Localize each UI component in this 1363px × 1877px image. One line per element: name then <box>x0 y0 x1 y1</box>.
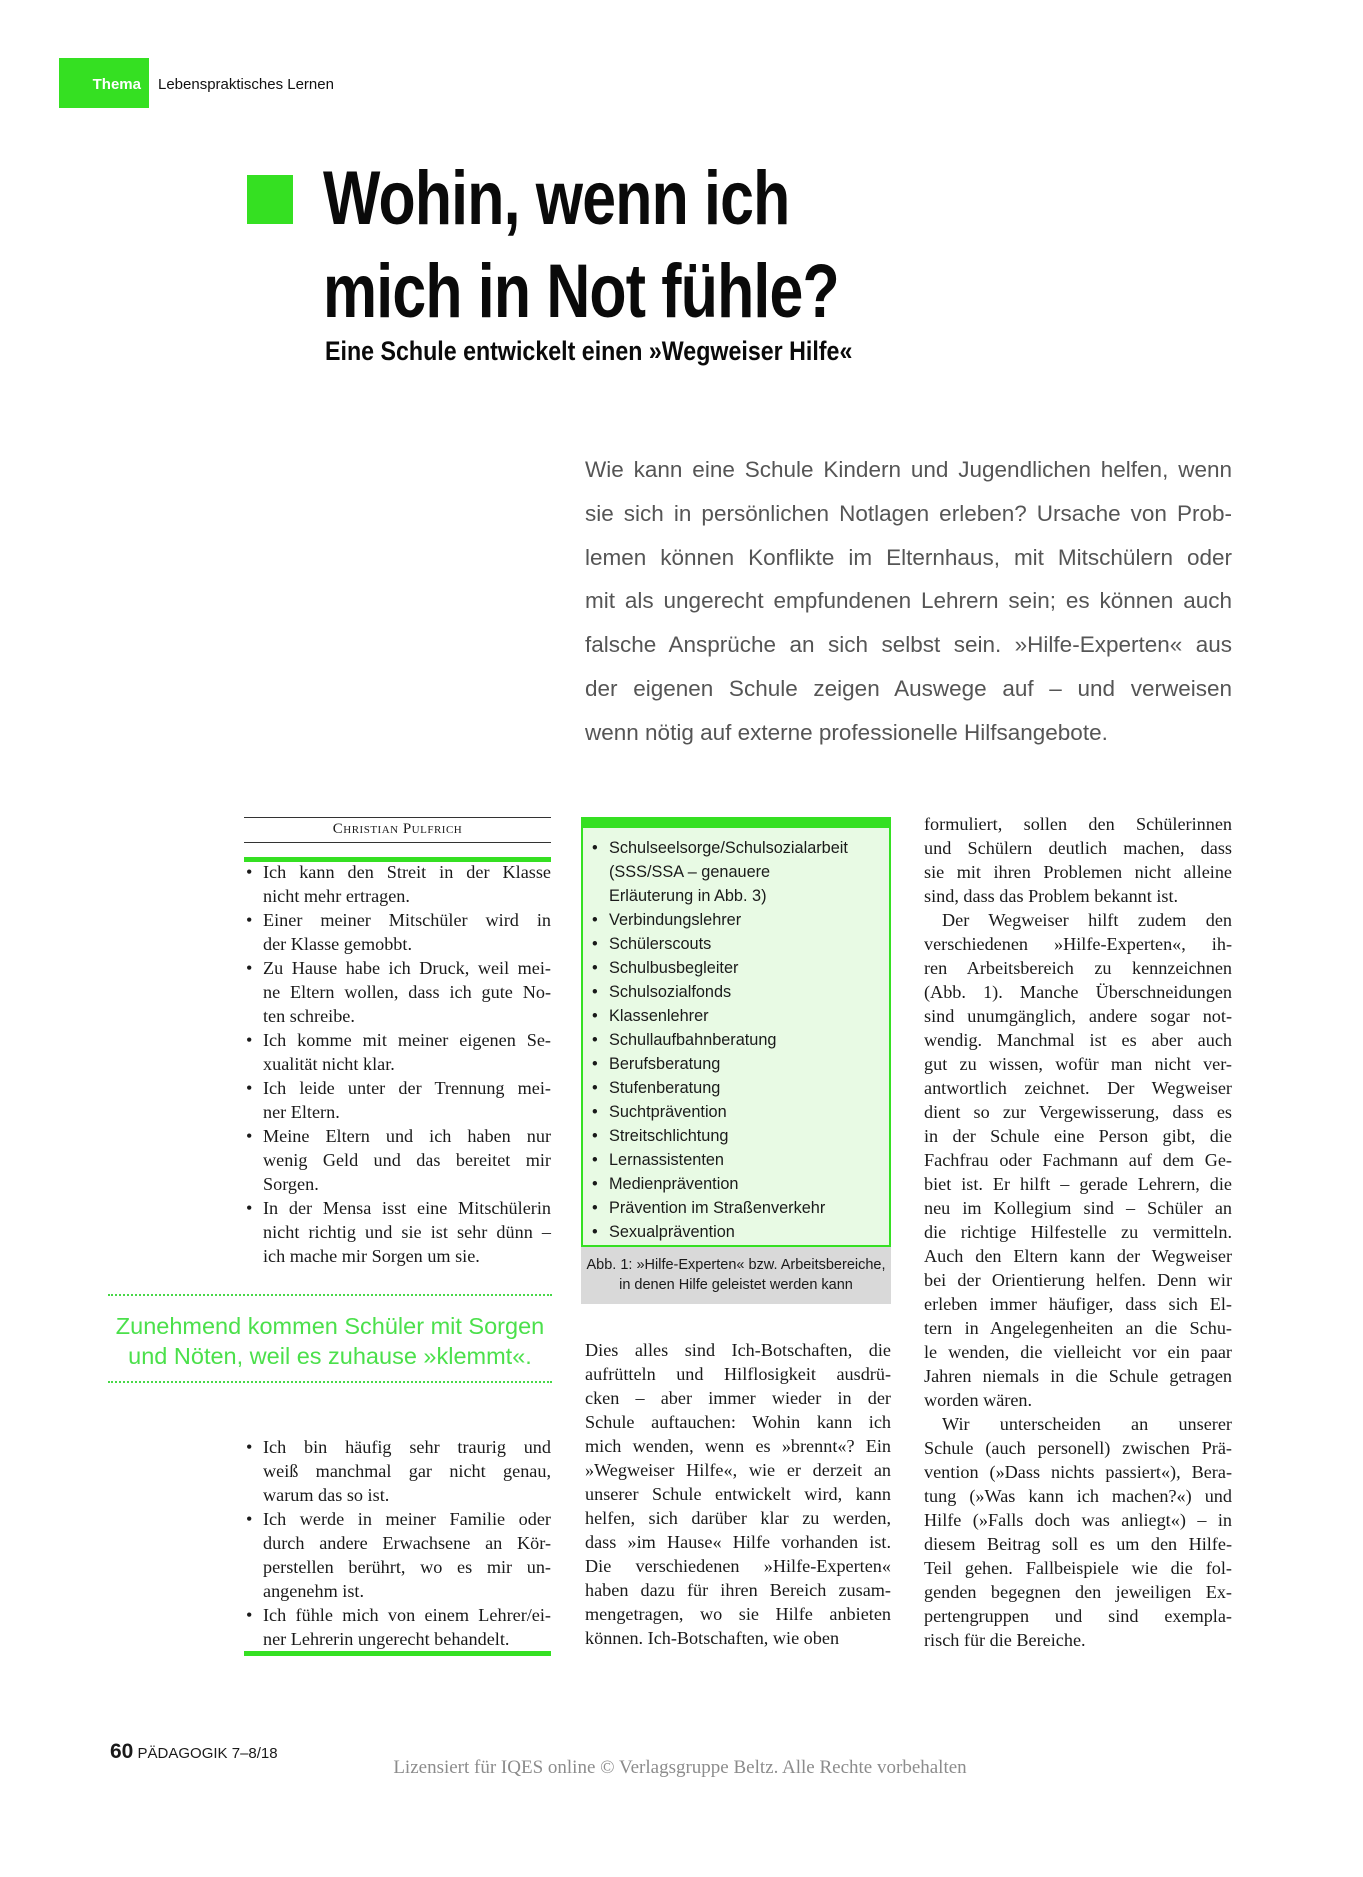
list-item <box>590 1220 885 1244</box>
list-item-line: Ich fühle mich von einem Lehrer/ei- <box>263 1605 551 1625</box>
list-item-line: Verbindungslehrer <box>609 911 742 929</box>
list-item <box>244 1435 551 1507</box>
list-item <box>590 1148 885 1172</box>
text-line: aufrütteln und Hilflosigkeit ausdrü- <box>585 1364 891 1384</box>
text-line: pertengruppen und sind exempla- <box>924 1606 1232 1626</box>
text-line: biet ist. Er hilft – gerade Lehrern, die <box>924 1174 1232 1194</box>
text-line: unserer Schule entwickelt wird, kann <box>585 1484 891 1504</box>
page-title-line-1: Wohin, wenn ich <box>323 156 790 241</box>
page-subtitle: Eine Schule entwickelt einen »Wegweiser Hilfe« <box>325 336 853 366</box>
bullet-icon: • <box>246 1509 253 1529</box>
list-item-line: Ich komme mit meiner eigenen Se- <box>263 1030 551 1050</box>
bullet-icon: • <box>592 1031 598 1049</box>
green-divider <box>244 1651 551 1656</box>
list-item-line: Ich werde in meiner Familie oder <box>263 1509 551 1529</box>
text-line: diesem Beitrag soll es um den Hilfe- <box>924 1534 1232 1554</box>
list-item <box>244 956 551 1028</box>
list-item-line: ich mache mir Sorgen um sie. <box>263 1246 480 1266</box>
bullet-icon: • <box>246 1605 253 1625</box>
lead-line: sie sich in persönlichen Notlagen erleben? Ursache von Prob- <box>585 500 1232 526</box>
divider <box>244 817 551 818</box>
list-item <box>244 1603 551 1651</box>
list-item-line: Suchtprävention <box>609 1103 727 1121</box>
text-line: le wenden, die vielleicht vor ein paar <box>924 1342 1232 1362</box>
bullet-icon: • <box>592 911 598 929</box>
text-line: »Wegweiser Hilfe«, wie er derzeit an <box>585 1460 891 1480</box>
text-line: (Abb. 1). Manche Überschneidungen <box>924 982 1232 1002</box>
bullet-icon: • <box>592 839 598 857</box>
paragraph <box>585 1338 891 1650</box>
text-line: tung (»Was kann ich machen?«) und <box>924 1486 1232 1506</box>
license-notice: Lizensiert für IQES online © Verlagsgruppe Beltz. Alle Rechte vorbehalten <box>393 1757 967 1778</box>
lead-line: Wie kann eine Schule Kindern und Jugendlichen helfen, wenn <box>585 457 1232 482</box>
bullet-icon: • <box>592 1127 598 1145</box>
paragraph <box>924 1412 1232 1652</box>
text-line: erleben immer häufiger, dass sich El- <box>924 1294 1232 1314</box>
text-line: vention (»Dass nichts passiert«), Bera- <box>924 1462 1232 1482</box>
text-line: Schule (auch personell) zwischen Prä- <box>924 1438 1232 1458</box>
list-item-line: Schulseelsorge/Schulsozialarbeit <box>609 839 848 857</box>
text-line: formuliert, sollen den Schülerinnen <box>924 814 1232 834</box>
paragraph <box>924 908 1232 1412</box>
lead-paragraph <box>585 448 1232 755</box>
list-item <box>590 908 885 932</box>
text-line: tern in Angelegenheiten an die Schu- <box>924 1318 1232 1338</box>
list-item-line: Lernassistenten <box>609 1151 724 1169</box>
bullet-icon: • <box>246 910 253 930</box>
dotted-divider <box>108 1381 552 1383</box>
text-line: Schule auftauchen: Wohin kann ich <box>585 1412 891 1432</box>
text-line: mengetragen, wo sie Hilfe anbieten <box>585 1604 891 1624</box>
list-item <box>590 1004 885 1028</box>
text-line: Der Wegweiser hilft zudem den <box>942 910 1232 930</box>
list-item <box>590 1172 885 1196</box>
text-line: die richtige Hilfestelle zu vermitteln. <box>924 1222 1232 1242</box>
bullet-icon: • <box>246 862 253 882</box>
bullet-icon: • <box>246 1437 253 1457</box>
list-item <box>590 1076 885 1100</box>
list-item-line: Sexualprävention <box>609 1223 735 1241</box>
lead-line: lemen können Konflikte im Elternhaus, mit Mitschülern oder <box>585 544 1232 570</box>
lead-line: der eigenen Schule zeigen Auswege auf – und verweisen <box>585 675 1232 701</box>
list-item-line: wenig Geld und das bereitet mir <box>263 1150 551 1170</box>
text-line: antwortlich zeichnet. Der Wegweiser <box>924 1078 1232 1098</box>
list-item-line: warum das so ist. <box>263 1485 390 1505</box>
list-item-line: Schulsozialfonds <box>609 983 732 1001</box>
divider <box>244 842 551 843</box>
list-item-line: In der Mensa isst eine Mitschülerin <box>263 1198 551 1218</box>
list-item-line: (SSS/SSA – genauere <box>609 863 771 881</box>
list-item-line: Einer meiner Mitschüler wird in <box>263 910 551 930</box>
hilfe-experten-list <box>590 836 885 1244</box>
body-column-middle <box>585 1338 891 1650</box>
text-line: risch für die Bereiche. <box>924 1630 1086 1650</box>
dotted-divider <box>108 1294 552 1296</box>
list-item-line: angenehm ist. <box>263 1581 365 1601</box>
text-line: worden wären. <box>924 1390 1033 1410</box>
list-item-line: Meine Eltern und ich haben nur <box>263 1126 551 1146</box>
body-column-right <box>924 812 1232 1652</box>
text-line: und Schülern deutlich machen, dass <box>924 838 1232 858</box>
text-line: dass »im Hause« Hilfe vorhanden ist. <box>585 1532 891 1552</box>
figure-caption <box>581 1247 891 1304</box>
text-line: Hilfe (»Falls doch was anliegt«) – in <box>924 1510 1232 1530</box>
list-item-line: Berufsberatung <box>609 1055 721 1073</box>
list-item-line: Ich kann den Streit in der Klasse <box>263 862 551 882</box>
bullet-icon: • <box>592 1151 598 1169</box>
bullet-icon: • <box>592 1007 598 1025</box>
list-item-line: Schulbusbegleiter <box>609 959 739 977</box>
text-line: cken – aber immer wieder in der <box>585 1388 891 1408</box>
list-item-line: Stufenberatung <box>609 1079 721 1097</box>
list-item-line: ner Eltern. <box>263 1102 340 1122</box>
list-item-line: Schülerscouts <box>609 935 712 953</box>
lead-line: falsche Ansprüche an sich selbst sein. »Hilfe-Experten« aus <box>585 632 1232 658</box>
list-item-line: Prävention im Straßenverkehr <box>609 1199 826 1217</box>
list-item <box>590 1052 885 1076</box>
list-item-line: Ich leide unter der Trennung mei- <box>263 1078 551 1098</box>
bullet-icon: • <box>592 1199 598 1217</box>
text-line: verschiedenen »Hilfe-Experten«, ih- <box>924 934 1232 954</box>
statement-list-1 <box>244 860 551 1268</box>
text-line: sind, dass das Problem bekannt ist. <box>924 886 1179 906</box>
list-item <box>590 956 885 980</box>
list-item <box>590 1028 885 1052</box>
text-line: Dies alles sind Ich-Botschaften, die <box>585 1340 891 1360</box>
list-item-line: ten schreibe. <box>263 1006 355 1026</box>
list-item-line: Streitschlichtung <box>609 1127 729 1145</box>
list-item-line: Zu Hause habe ich Druck, weil mei- <box>263 958 551 978</box>
list-item <box>244 1507 551 1603</box>
text-line: wendig. Manchmal ist es aber auch <box>924 1030 1232 1050</box>
section-tag-label: Thema <box>92 76 141 93</box>
list-item-line: Sorgen. <box>263 1174 319 1194</box>
list-item-line: perstellen berührt, wo es mir un- <box>263 1557 551 1577</box>
text-line: haben dazu für ihren Bereich zusam- <box>585 1580 891 1600</box>
text-line: sind unumgänglich, andere sogar not- <box>924 1006 1232 1026</box>
list-item-line: Erläuterung in Abb. 3) <box>609 887 767 905</box>
bullet-icon: • <box>246 1078 253 1098</box>
list-item <box>244 860 551 908</box>
bullet-icon: • <box>592 1175 598 1193</box>
pull-quote-line: Zunehmend kommen Schüler mit Sorgen <box>115 1313 545 1339</box>
list-item <box>590 932 885 956</box>
title-square-icon <box>247 175 293 224</box>
text-line: Auch den Eltern kann der Wegweiser <box>924 1246 1232 1266</box>
caption-line: Abb. 1: »Hilfe-Experten« bzw. Arbeitsbereiche, <box>586 1257 886 1273</box>
breadcrumb: Lebenspraktisches Lernen <box>158 76 334 93</box>
list-item-line: nicht richtig und sie ist sehr dünn – <box>263 1222 551 1242</box>
list-item-line: Klassenlehrer <box>609 1007 709 1025</box>
page-title-line-2: mich in Not fühle? <box>323 249 839 334</box>
list-item <box>590 1196 885 1220</box>
text-line: genden begegnen den jeweiligen Ex- <box>924 1582 1232 1602</box>
text-line: Teil gehen. Fallbeispiele wie die fol- <box>924 1558 1232 1578</box>
list-item-line: Schullaufbahnberatung <box>609 1031 777 1049</box>
text-line: Fachfrau oder Fachmann auf dem Ge- <box>924 1150 1232 1170</box>
list-item <box>590 1100 885 1124</box>
text-line: in der Schule eine Person gibt, die <box>924 1126 1232 1146</box>
text-line: ren Arbeitsbereich zu kennzeichnen <box>924 958 1232 978</box>
list-item <box>244 1196 551 1268</box>
bullet-icon: • <box>246 1030 253 1050</box>
list-item <box>590 980 885 1004</box>
text-line: dient so zur Vergewisserung, dass es <box>924 1102 1232 1122</box>
text-line: helfen, sich darüber klar zu werden, <box>585 1508 891 1528</box>
list-item-line: durch andere Erwachsene an Kör- <box>263 1533 551 1553</box>
list-item <box>244 1076 551 1124</box>
bullet-icon: • <box>592 1103 598 1121</box>
bullet-icon: • <box>246 958 253 978</box>
list-item <box>244 908 551 956</box>
statement-list-2 <box>244 1435 551 1651</box>
text-line: mich wenden, wenn es »brennt«? Ein <box>585 1436 891 1456</box>
list-item-line: nicht mehr ertragen. <box>263 886 410 906</box>
bullet-icon: • <box>592 959 598 977</box>
bullet-icon: • <box>592 1079 598 1097</box>
text-line: bei der Orientierung helfen. Denn wir <box>924 1270 1232 1290</box>
author-name: Christian Pulfrich <box>332 821 463 837</box>
page-footer <box>110 1740 278 1764</box>
list-item <box>590 836 885 908</box>
page-number: 60 <box>110 1740 134 1763</box>
text-line: Wir unterscheiden an unserer <box>942 1414 1232 1434</box>
list-item-line: der Klasse gemobbt. <box>263 934 412 954</box>
bullet-icon: • <box>592 1223 598 1241</box>
bullet-icon: • <box>246 1198 253 1218</box>
text-line: neu im Kollegium sind – Schüler an <box>924 1198 1232 1218</box>
journal-issue: PÄDAGOGIK 7–8/18 <box>137 1745 278 1762</box>
text-line: Jahren niemals in die Schule getragen <box>924 1366 1232 1386</box>
bullet-icon: • <box>592 983 598 1001</box>
list-item-line: weiß manchmal gar nicht genau, <box>263 1461 551 1481</box>
figure-box-header-bar <box>581 817 891 828</box>
text-line: Die verschiedenen »Hilfe-Experten« <box>585 1556 891 1576</box>
bullet-icon: • <box>246 1126 253 1146</box>
text-line: gut zu wissen, wofür man nicht ver- <box>924 1054 1232 1074</box>
caption-line: in denen Hilfe geleistet werden kann <box>619 1277 853 1293</box>
lead-line: wenn nötig auf externe professionelle Hilfsangebote. <box>585 719 1108 745</box>
list-item-line: xualität nicht klar. <box>263 1054 395 1074</box>
pull-quote <box>108 1311 552 1371</box>
list-item-line: ner Lehrerin ungerecht behandelt. <box>263 1629 510 1649</box>
text-line: sie mit ihren Problemen nicht alleine <box>924 862 1232 882</box>
paragraph <box>924 812 1232 908</box>
list-item-line: ne Eltern wollen, dass ich gute No- <box>263 982 551 1002</box>
bullet-icon: • <box>592 935 598 953</box>
list-item-line: Medienprävention <box>609 1175 739 1193</box>
lead-line: mit als ungerecht empfundenen Lehrern sein; es können auch <box>585 588 1232 614</box>
bullet-icon: • <box>592 1055 598 1073</box>
list-item <box>590 1124 885 1148</box>
text-line: können. Ich-Botschaften, wie oben <box>585 1628 840 1648</box>
pull-quote-line: und Nöten, weil es zuhause »klemmt«. <box>128 1343 532 1369</box>
list-item <box>244 1028 551 1076</box>
list-item-line: Ich bin häufig sehr traurig und <box>263 1437 551 1457</box>
list-item <box>244 1124 551 1196</box>
